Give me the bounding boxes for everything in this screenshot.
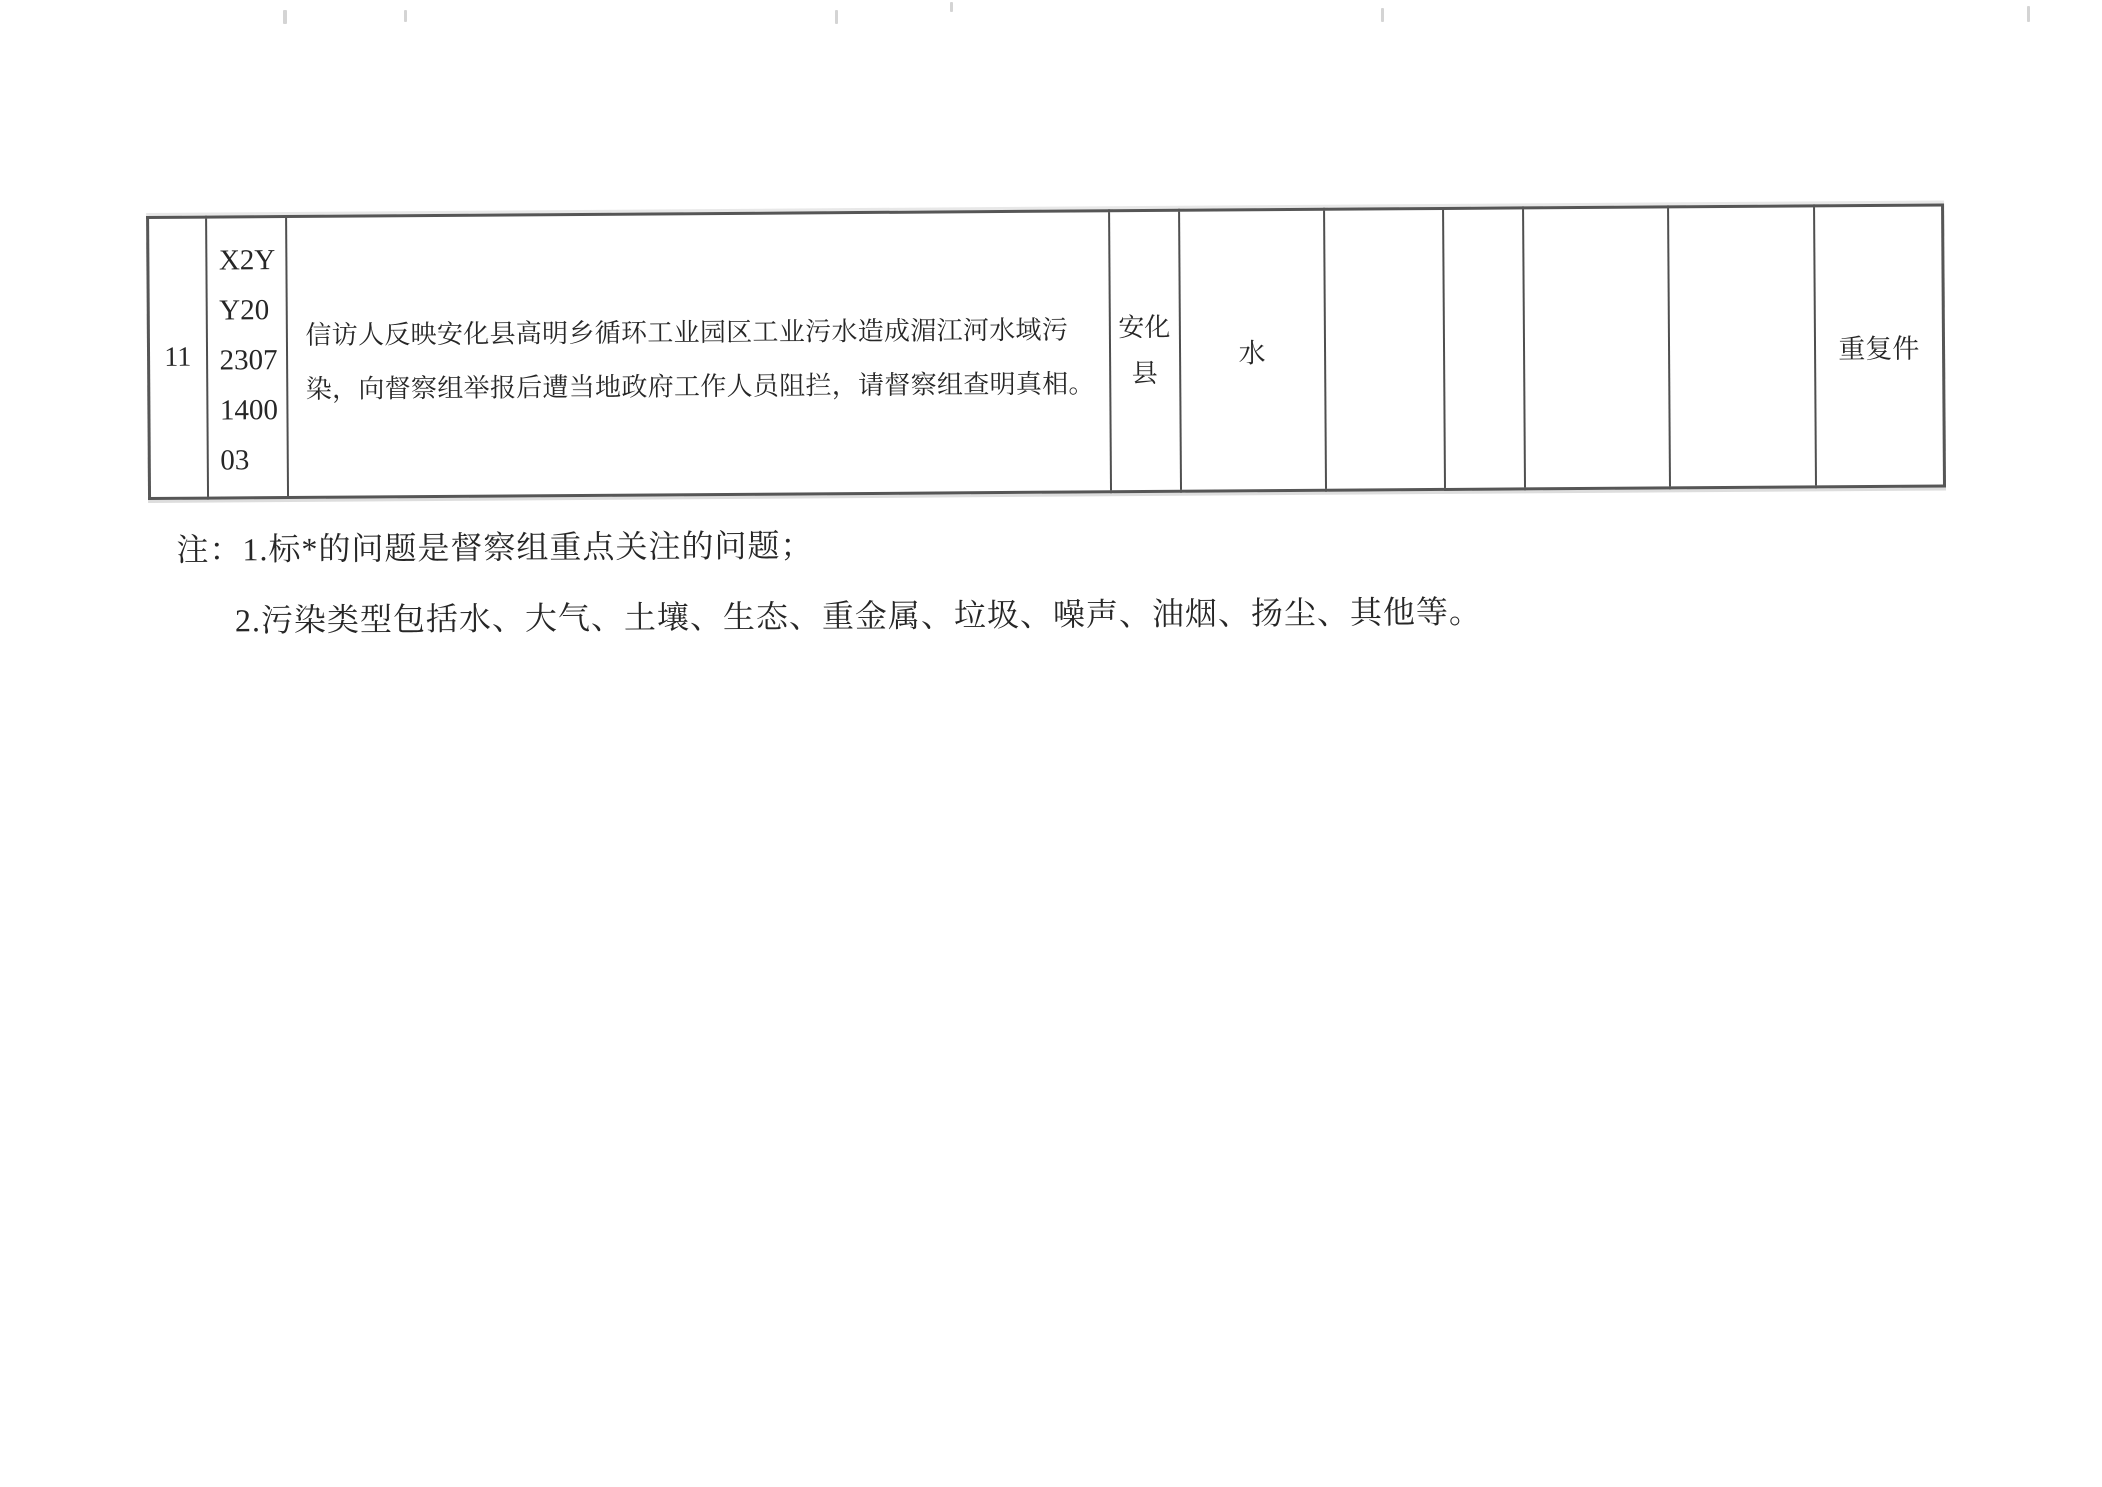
cell-sequence-number <box>148 217 208 498</box>
cell-case-code <box>206 217 288 499</box>
cell-remark <box>1814 205 1945 487</box>
scanned-sheet <box>146 203 1944 638</box>
cell-complaint-description <box>286 211 1111 498</box>
complaint-register-table <box>146 203 1946 500</box>
cell-empty-4 <box>1668 206 1816 488</box>
scan-speck <box>950 2 953 12</box>
case-code-line: X2Y <box>218 244 276 277</box>
scan-speck <box>1381 8 1384 22</box>
scan-speck <box>835 10 838 24</box>
pollution-type: 水 <box>1238 337 1266 368</box>
scan-speck <box>2027 6 2030 22</box>
table-row <box>148 205 1945 499</box>
cell-county <box>1109 210 1181 491</box>
case-code-line: 03 <box>220 444 250 477</box>
case-code-line: 2307 <box>219 344 278 377</box>
complaint-description-line: 信访人反映安化县高明乡循环工业园区工业污水造成湄江河水域污 <box>305 315 1069 350</box>
sequence-number: 11 <box>164 341 192 373</box>
cell-pollution-type <box>1179 209 1326 491</box>
footnotes <box>148 521 1944 638</box>
county-name-line: 安化 <box>1118 312 1171 343</box>
case-code-line: 1400 <box>219 394 279 427</box>
cell-empty-2 <box>1443 208 1525 490</box>
footnote-2: 2.污染类型包括水、大气、土壤、生态、重金属、垃圾、噪声、油烟、扬尘、其他等。 <box>234 593 1483 639</box>
cell-empty-1 <box>1324 208 1445 490</box>
county-name-line: 县 <box>1131 358 1158 389</box>
scan-speck <box>283 10 287 24</box>
case-code-line: Y20 <box>219 294 270 327</box>
remark-duplicate-item: 重复件 <box>1838 333 1920 364</box>
cell-empty-3 <box>1523 207 1670 489</box>
complaint-description-line: 染，向督察组举报后遭当地政府工作人员阻拦，请督察组查明真相。 <box>305 369 1095 404</box>
scan-speck <box>404 10 407 22</box>
footnote-1: 注：1.标*的问题是督察组重点关注的问题； <box>176 527 814 568</box>
